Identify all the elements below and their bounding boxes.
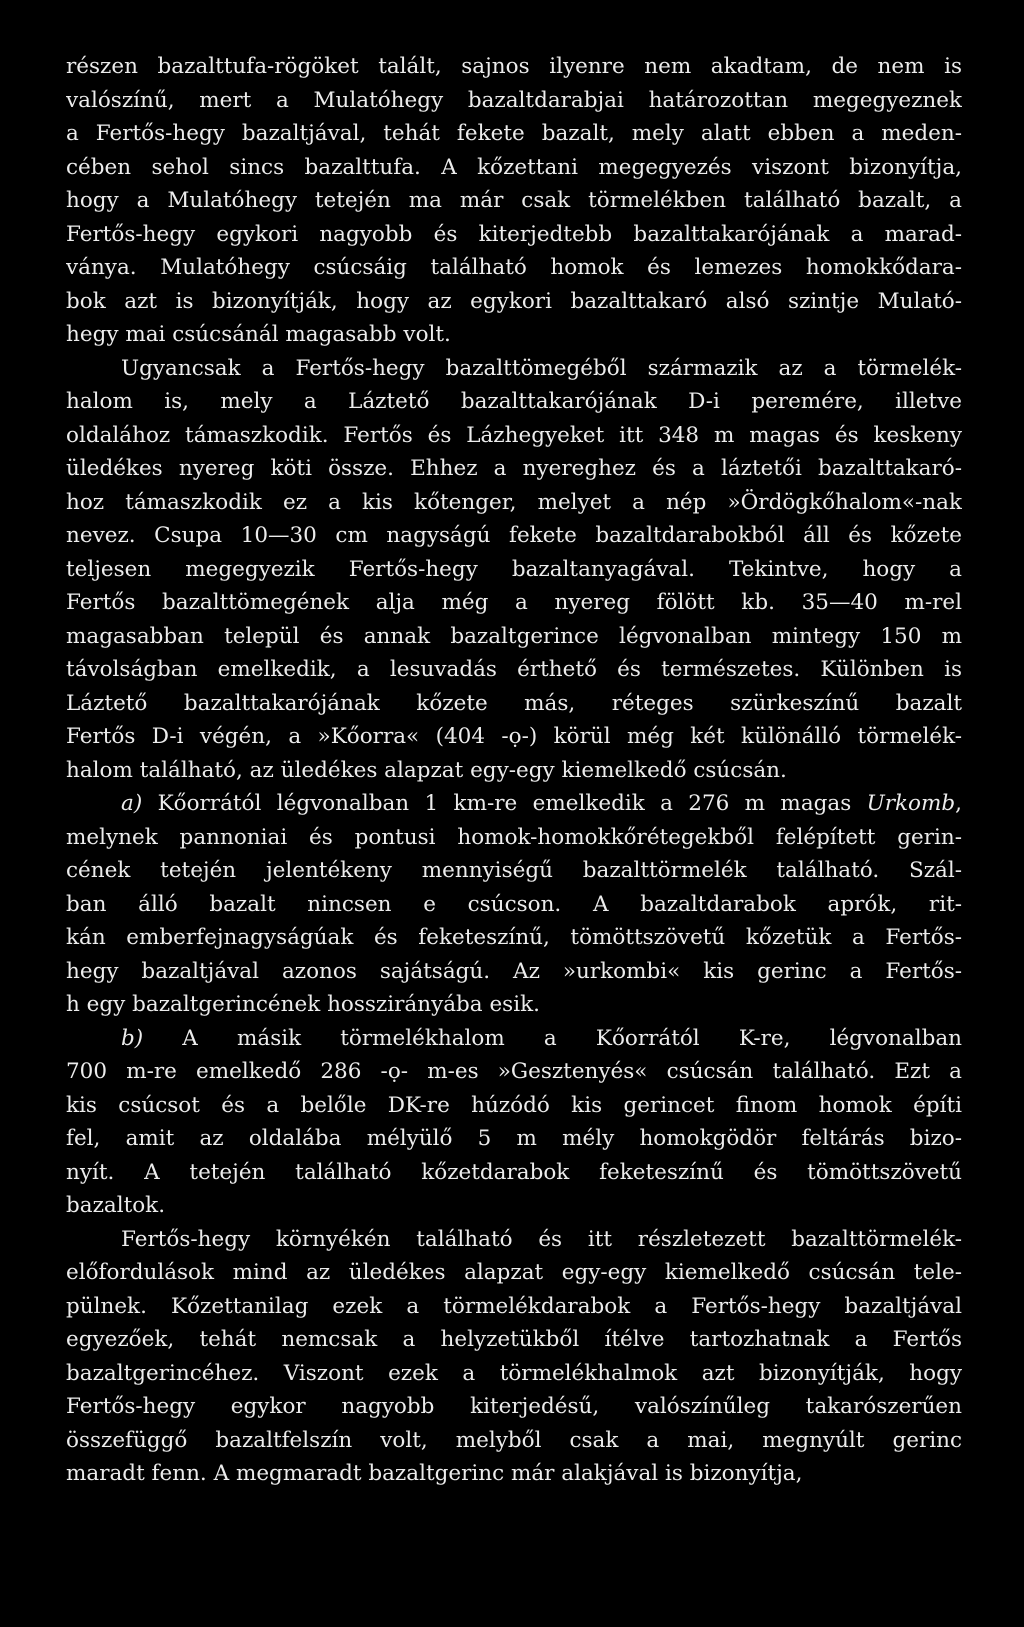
- text-line: Fertős D-i végén, a »Kőorra« (404 -ọ-) körül még két különálló törmelék-: [66, 724, 962, 749]
- text-line: valószínű, mert a Mulatóhegy bazaltdarabjai határozottan megegyeznek: [66, 87, 962, 113]
- text-line: halom található, az üledékes alapzat egy-egy kiemelkedő csúcsán.: [66, 757, 787, 783]
- text-line: összefüggő bazaltfelszín volt, melyből csak a mai, megnyúlt gerinc: [66, 1427, 962, 1453]
- text-line: Fertős bazalttömegének alja még a nyereg fölött kb. 35—40 m-rel: [66, 590, 962, 615]
- text-line: ványa. Mulatóhegy csúcsáig található homok és lemezes homokkődara-: [66, 255, 962, 280]
- text-line: hoz támaszkodik ez a kis kőtenger, melyet a nép »Ördögkőhalom«-nak: [66, 489, 962, 515]
- text-line: pülnek. Kőzettanilag ezek a törmelékdarabok a Fertős-hegy bazaltjával: [66, 1293, 962, 1319]
- text-line: h egy bazaltgerincének hosszirányába esik.: [66, 992, 540, 1017]
- body-text: [66, 50, 962, 1491]
- text-line: hogy a Mulatóhegy tetején ma már csak törmelékben található bazalt, a: [66, 188, 962, 213]
- text-line: nevez. Csupa 10—30 cm nagyságú fekete bazaltdarabokból áll és kőzete: [66, 523, 962, 548]
- text-line: a) Kőorrától légvonalban 1 km-re emelkedik a 276 m magas Urkomb,: [121, 791, 962, 816]
- text-line: egyezőek, tehát nemcsak a helyzetükből ítélve tartozhatnak a Fertős: [66, 1327, 962, 1352]
- text-line: cében sehol sincs bazalttufa. A kőzettani megegyezés viszont bizonyítja,: [66, 154, 962, 180]
- text-line: kán emberfejnagyságúak és feketeszínű, tömöttszövetű kőzetük a Fertős-: [66, 925, 962, 950]
- text-line: bazaltgerincéhez. Viszont ezek a törmelékhalmok azt bizonyítják, hogy: [66, 1360, 962, 1386]
- text-line: részen bazalttufa-rögöket talált, sajnos ilyenre nem akadtam, de nem is: [66, 54, 962, 79]
- text-line: üledékes nyereg köti össze. Ehhez a nyereghez és a láztetői bazalttakaró-: [66, 456, 962, 481]
- text-line: cének tetején jelentékeny mennyiségű bazalttörmelék található. Szál-: [66, 858, 962, 883]
- text-line: melynek pannoniai és pontusi homok-homokkőrétegekből felépített gerin-: [66, 824, 962, 850]
- text-line: hegy bazaltjával azonos sajátságú. Az »urkombi« kis gerinc a Fertős-: [66, 958, 962, 984]
- text-line: fel, amit az oldalába mélyülő 5 m mély homokgödör feltárás bizo-: [66, 1126, 962, 1151]
- text-line: Fertős-hegy környékén található és itt részletezett bazalttörmelék-: [121, 1226, 962, 1252]
- text-line: Fertős-hegy egykori nagyobb és kiterjedtebb bazalttakarójának a marad-: [66, 221, 962, 247]
- text-line: Fertős-hegy egykor nagyobb kiterjedésű, valószínűleg takarószerűen: [66, 1394, 962, 1419]
- text-line: a Fertős-hegy bazaltjával, tehát fekete bazalt, mely alatt ebben a meden-: [66, 121, 962, 146]
- text-line: kis csúcsot és a belőle DK-re húzódó kis gerincet finom homok építi: [66, 1092, 962, 1118]
- text-line: teljesen megegyezik Fertős-hegy bazaltanyagával. Tekintve, hogy a: [66, 556, 962, 582]
- text-line: maradt fenn. A megmaradt bazaltgerinc már alakjával is bizonyítja,: [66, 1461, 803, 1486]
- text-line: nyít. A tetején található kőzetdarabok feketeszínű és tömöttszövetű: [66, 1159, 962, 1185]
- text-line: Ugyancsak a Fertős-hegy bazalttömegéből származik az a törmelék-: [121, 355, 962, 381]
- text-line: 700 m-re emelkedő 286 -ọ- m-es »Gesztenyés« csúcsán található. Ezt a: [66, 1059, 962, 1084]
- text-line: oldalához támaszkodik. Fertős és Lázhegyeket itt 348 m magas és keskeny: [66, 422, 962, 448]
- text-line: halom is, mely a Láztető bazalttakarójának D-i peremére, illetve: [66, 389, 962, 414]
- text-line: Láztető bazalttakarójának kőzete más, réteges szürkeszínű bazalt: [66, 690, 962, 716]
- text-line: hegy mai csúcsánál magasabb volt.: [66, 322, 451, 347]
- text-line: bok azt is bizonyítják, hogy az egykori bazalttakaró alsó szintje Mulató-: [66, 288, 962, 314]
- text-line: előfordulások mind az üledékes alapzat egy-egy kiemelkedő csúcsán tele-: [66, 1260, 962, 1285]
- text-line: bazaltok.: [66, 1193, 166, 1218]
- text-line: ban álló bazalt nincsen e csúcson. A bazaltdarabok aprók, rit-: [66, 891, 962, 917]
- text-line: magasabban települ és annak bazaltgerince légvonalban mintegy 150 m: [66, 623, 962, 649]
- text-line: távolságban emelkedik, a lesuvadás érthető és természetes. Különben is: [66, 657, 962, 682]
- text-line: b) A másik törmelékhalom a Kőorrától K-re, légvonalban: [121, 1025, 962, 1051]
